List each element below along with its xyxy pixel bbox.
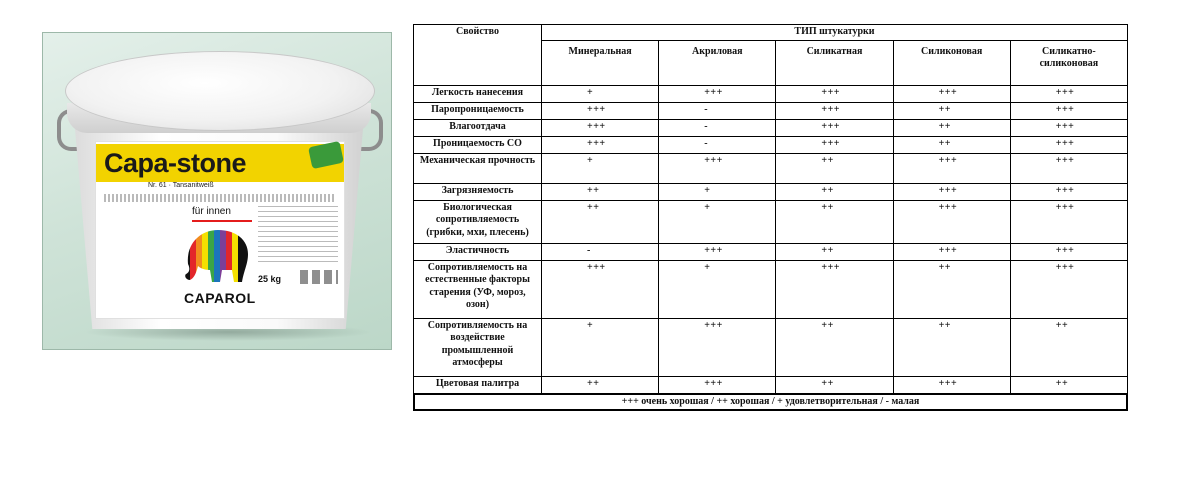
- rating-cell: +++: [542, 260, 659, 318]
- rating-cell: +: [542, 153, 659, 183]
- column-header: Силиконовая: [893, 40, 1010, 85]
- plaster-type-header: ТИП штукатурки: [542, 25, 1128, 41]
- table-row: [414, 153, 1128, 183]
- column-header: Силикатно-силиконовая: [1010, 40, 1127, 85]
- rating-cell: +++: [893, 200, 1010, 243]
- elephant-logo-icon: [182, 224, 254, 284]
- property-cell: Влагоотдача: [414, 119, 542, 136]
- properties-table: [413, 24, 1128, 394]
- rating-cell: +++: [1010, 85, 1127, 102]
- rating-cell: +++: [893, 183, 1010, 200]
- rating-cell: +++: [776, 119, 893, 136]
- column-header: Акриловая: [659, 40, 776, 85]
- rating-cell: ++: [1010, 376, 1127, 393]
- rating-cell: ++: [776, 318, 893, 376]
- property-cell: Биологическая сопротивляемость (грибки, мхи, плесень): [414, 200, 542, 243]
- table-row: [414, 260, 1128, 318]
- rating-cell: -: [659, 119, 776, 136]
- eco-badge-icon: [308, 141, 344, 169]
- rating-cell: +++: [659, 243, 776, 260]
- property-cell: Механическая прочность: [414, 153, 542, 183]
- rating-cell: ++: [893, 102, 1010, 119]
- table-row: [414, 376, 1128, 393]
- table-row: [414, 243, 1128, 260]
- rating-cell: ++: [776, 243, 893, 260]
- rating-cell: +++: [776, 85, 893, 102]
- rating-cell: ++: [542, 376, 659, 393]
- rating-cell: ++: [893, 136, 1010, 153]
- rating-cell: ++: [542, 183, 659, 200]
- rating-cell: +++: [659, 153, 776, 183]
- bucket-lid: [65, 51, 375, 131]
- property-cell: Легкость нанесения: [414, 85, 542, 102]
- usage-label: für innen: [192, 206, 231, 217]
- rating-cell: +: [659, 200, 776, 243]
- rating-cell: +++: [893, 376, 1010, 393]
- rating-cell: -: [659, 136, 776, 153]
- table-row: [414, 318, 1128, 376]
- brand-band: [96, 144, 344, 182]
- table-row: [414, 102, 1128, 119]
- certification-symbols-icon: [300, 270, 338, 284]
- manufacturer-logo: CAPAROL: [184, 290, 256, 306]
- table-row: [414, 85, 1128, 102]
- table-body: [414, 85, 1128, 393]
- property-cell: Сопротивляемость на воздействие промышленной атмосферы: [414, 318, 542, 376]
- rating-cell: ++: [776, 376, 893, 393]
- rating-cell: +++: [776, 136, 893, 153]
- rating-cell: ++: [542, 200, 659, 243]
- column-header: Силикатная: [776, 40, 893, 85]
- rating-cell: -: [659, 102, 776, 119]
- rating-cell: ++: [893, 260, 1010, 318]
- product-label: [95, 141, 345, 319]
- property-cell: Эластичность: [414, 243, 542, 260]
- rating-cell: +++: [542, 102, 659, 119]
- rating-cell: +++: [1010, 153, 1127, 183]
- plaster-comparison-table: [413, 24, 1128, 411]
- rating-cell: +++: [893, 85, 1010, 102]
- rating-cell: ++: [776, 200, 893, 243]
- rating-cell: ++: [893, 119, 1010, 136]
- rating-legend: +++ очень хорошая / ++ хорошая / + удовлетворительная / - малая: [413, 394, 1128, 411]
- rating-cell: ++: [776, 183, 893, 200]
- label-side-text: [258, 206, 338, 262]
- product-photo: [42, 32, 392, 350]
- rating-cell: +: [659, 260, 776, 318]
- rating-cell: +++: [1010, 102, 1127, 119]
- usage-underline: [192, 220, 252, 222]
- table-row: [414, 136, 1128, 153]
- property-column-header: Свойство: [414, 25, 542, 86]
- table-row: [414, 200, 1128, 243]
- rating-cell: +++: [776, 260, 893, 318]
- property-cell: Сопротивляемость на естественные факторы старения (УФ, мороз, озон): [414, 260, 542, 318]
- rating-cell: +: [542, 85, 659, 102]
- product-line: Nr. 61 · Tansanitweiß: [148, 182, 214, 189]
- rating-cell: +: [659, 183, 776, 200]
- rating-cell: -: [542, 243, 659, 260]
- rating-cell: +++: [893, 153, 1010, 183]
- rating-cell: ++: [893, 318, 1010, 376]
- brand-name: Capa-stone: [104, 148, 247, 178]
- rating-cell: +++: [1010, 119, 1127, 136]
- description-text-lines: [104, 194, 336, 202]
- rating-cell: +++: [1010, 243, 1127, 260]
- rating-cell: +++: [1010, 260, 1127, 318]
- table-row: [414, 119, 1128, 136]
- rating-cell: +++: [659, 85, 776, 102]
- rating-cell: +++: [542, 136, 659, 153]
- rating-cell: ++: [776, 153, 893, 183]
- rating-cell: +++: [776, 102, 893, 119]
- rating-cell: +++: [659, 318, 776, 376]
- net-weight: 25 kg: [258, 274, 282, 284]
- rating-cell: +: [542, 318, 659, 376]
- rating-cell: +++: [542, 119, 659, 136]
- rating-cell: +++: [1010, 136, 1127, 153]
- rating-cell: +++: [659, 376, 776, 393]
- property-cell: Паропроницаемость: [414, 102, 542, 119]
- property-cell: Загрязняемость: [414, 183, 542, 200]
- column-header: Минеральная: [542, 40, 659, 85]
- rating-cell: ++: [1010, 318, 1127, 376]
- property-cell: Проницаемость CO: [414, 136, 542, 153]
- property-cell: Цветовая палитра: [414, 376, 542, 393]
- rating-cell: +++: [893, 243, 1010, 260]
- rating-cell: +++: [1010, 200, 1127, 243]
- table-row: [414, 183, 1128, 200]
- rating-cell: +++: [1010, 183, 1127, 200]
